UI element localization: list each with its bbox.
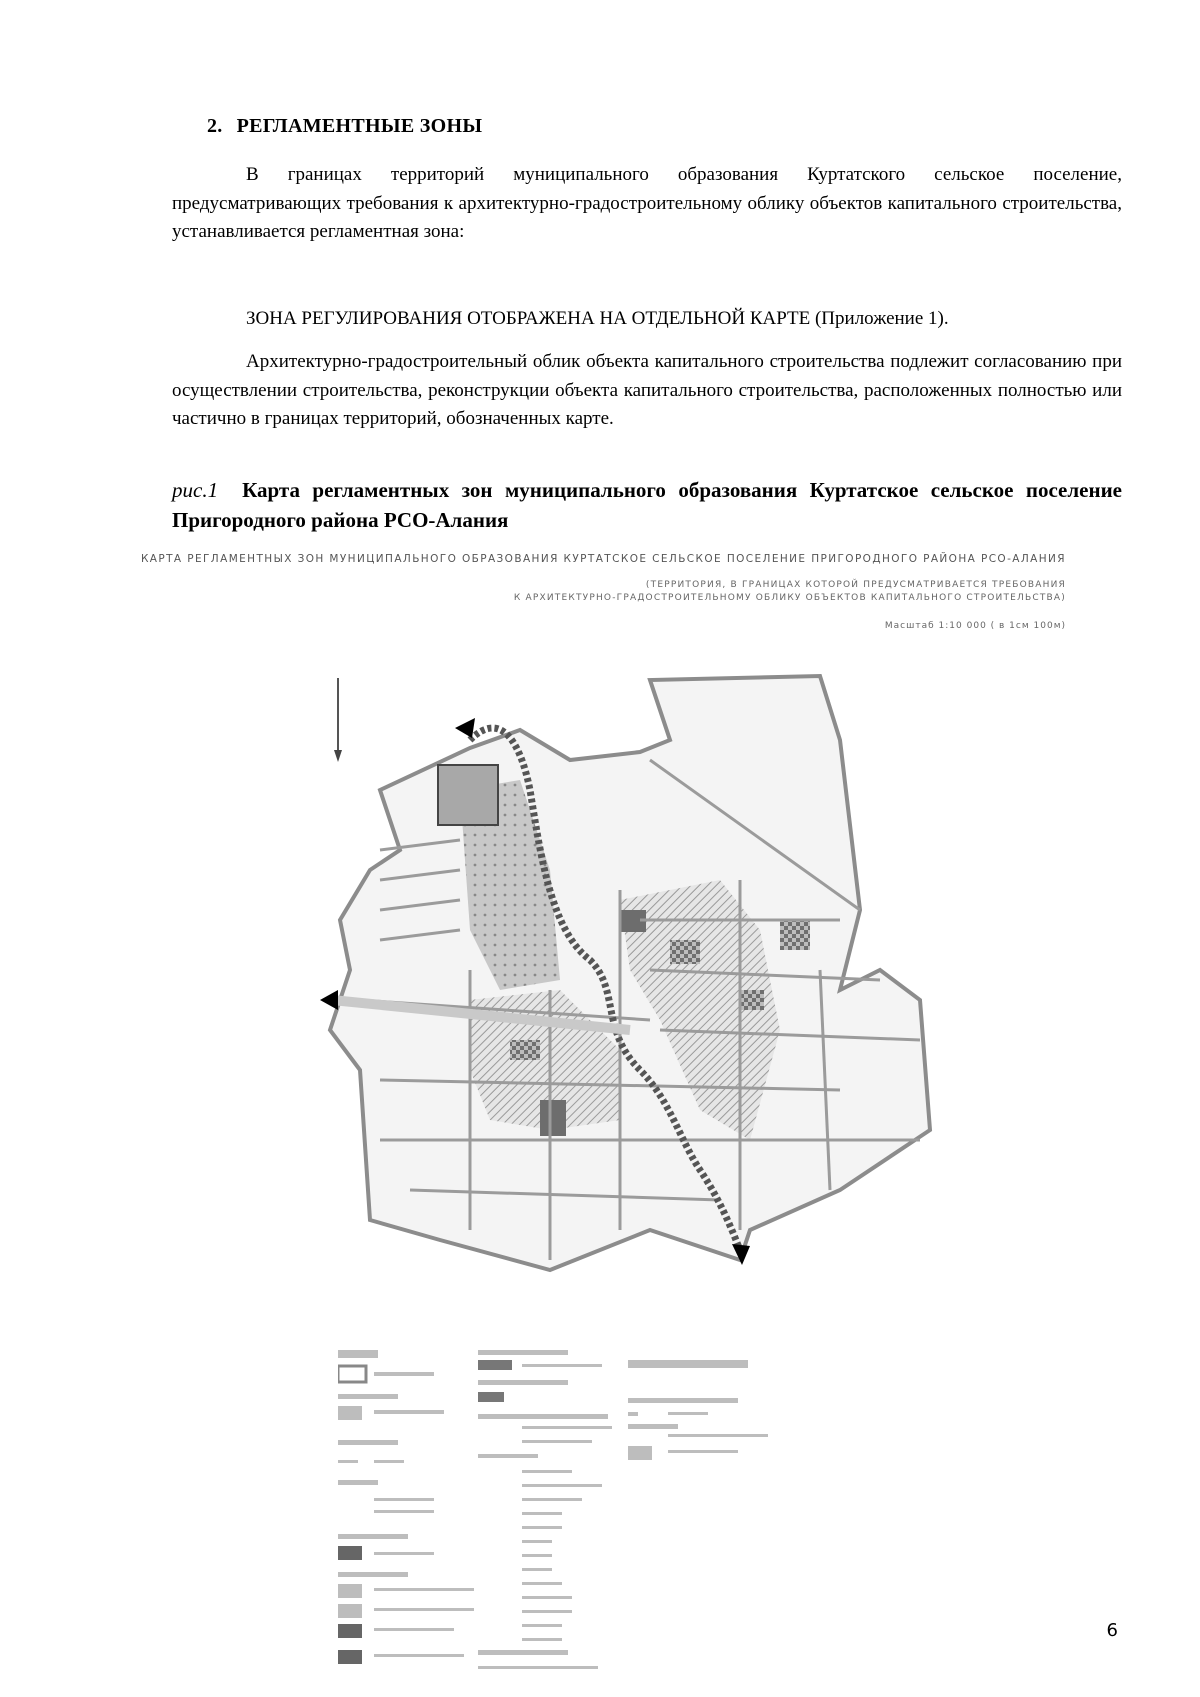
block-checker-4 (510, 1040, 540, 1060)
block-checker-3 (780, 920, 810, 950)
paragraph-intro: В границах территорий муниципального образования Куртатского сельское поселение, предусматривающих требования к архитектурно-градостроительному облику объектов капитального строительства, устанавливается регламентная зона: (172, 164, 1122, 242)
north-arrow-icon (334, 678, 342, 762)
map-legend (338, 1350, 1098, 1680)
settlement-map (320, 670, 1000, 1350)
block-checker-1 (670, 940, 700, 964)
block-dark-north (438, 765, 498, 825)
page-number: 6 (1106, 1620, 1118, 1641)
arrow-north-icon (455, 718, 475, 738)
map-scale: Масштаб 1:10 000 ( в 1см 100м) (884, 621, 1066, 631)
arrow-west-icon (320, 990, 338, 1010)
figure-label: рис.1 (172, 478, 219, 502)
section-heading (207, 115, 482, 138)
section-number: 2. (207, 115, 223, 137)
figure-caption-text: Карта регламентных зон муниципального образования Куртатское сельское поселение Пригородного района РСО-Алания (172, 478, 1122, 532)
paragraph-approval: Архитектурно-градостроительный облик объекта капитального строительства подлежит согласованию при осуществлении строительства, реконструкции объекта капитального строительства, расположенных полностью или частично в границах территорий, обозначенных карте. (172, 351, 1122, 429)
map-title: КАРТА РЕГЛАМЕНТНЫХ ЗОН МУНИЦИПАЛЬНОГО ОБРАЗОВАНИЯ КУРТАТСКОЕ СЕЛЬСКОЕ ПОСЕЛЕНИЕ ПРИГОРОДНОГО РАЙОНА РСО-АЛАНИЯ (140, 553, 1066, 565)
settlement-map-graphic (320, 670, 1000, 1350)
map-subtitle-line2: К АРХИТЕКТУРНО-ГРАДОСТРОИТЕЛЬНОМУ ОБЛИКУ ОБЪЕКТОВ КАПИТАЛЬНОГО СТРОИТЕЛЬСТВА) (513, 593, 1066, 603)
zone-note: ЗОНА РЕГУЛИРОВАНИЯ ОТОБРАЖЕНА НА ОТДЕЛЬНОЙ КАРТЕ (Приложение 1). (246, 308, 949, 329)
figure-caption (172, 475, 1122, 535)
map-legend-graphic (338, 1350, 1098, 1680)
settlement-boundary (330, 676, 930, 1270)
section-title: РЕГЛАМЕНТНЫЕ ЗОНЫ (236, 115, 483, 137)
map-subtitle-line1: (ТЕРРИТОРИЯ, В ГРАНИЦАХ КОТОРОЙ ПРЕДУСМАТРИВАЕТСЯ ТРЕБОВАНИЯ (645, 580, 1066, 590)
block-checker-2 (740, 990, 764, 1010)
block-dark-south (540, 1100, 566, 1136)
